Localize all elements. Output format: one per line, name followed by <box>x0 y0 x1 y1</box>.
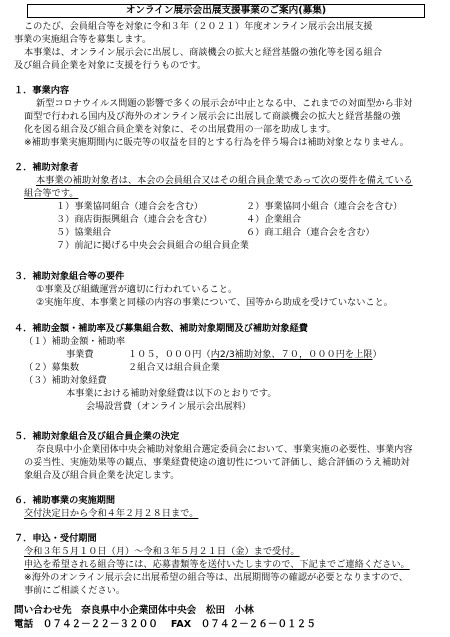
list-item: １）事業協同組合（連合会を含む） <box>56 201 203 213</box>
body-line: 面型で行われる国内及び海外のオンライン展示会に出展して商談機会の拡大と経営基盤の強 <box>24 111 401 123</box>
underlined-text: 交付決定日から令和４年２月２８日まで。 <box>24 508 199 520</box>
list-item: ②実施年度、本事業と同様の内容の事業について、国等から助成を受けていないこと。 <box>36 297 393 309</box>
recruit-label: （２）募集数 <box>24 362 80 374</box>
body-line: 化を図る組合及び組合員企業を対象に、その出展費用の一部を助成します。 <box>24 124 336 136</box>
note-line: ※海外のオンライン展示会に出展希望の組合等は、出展期間等の確認が必要となりますので、 <box>24 572 408 584</box>
section-5 <box>14 430 438 482</box>
intro-line: このたび、会員組合等を対象に令和３年（２０２１）年度オンライン展示会出展支援 <box>24 21 373 32</box>
section-heading: ２．補助対象者 <box>14 162 79 173</box>
list-item: ５）協業組合 <box>56 227 112 239</box>
underlined-text: 申込を希望される組合等には、応募書類等を送付いたしますので、下記までご連絡ください。 <box>24 559 410 571</box>
recruit-value: ２組合又は組合員企業 <box>128 362 220 374</box>
body-line <box>14 545 438 558</box>
eligibility-list <box>14 200 438 239</box>
body-line <box>14 507 438 520</box>
body-line <box>14 174 438 187</box>
intro-section <box>14 20 438 72</box>
sub-heading: （１）補助金額・補助率 <box>24 336 126 348</box>
section-heading: １．事業内容 <box>14 85 70 96</box>
list-item: ４）企業組合 <box>246 214 302 226</box>
section-heading: ４．補助金額・補助率及び募集組合数、補助対象期間及び補助対象経費 <box>14 323 308 334</box>
list-item: ２）事業協同小組合（連合会を含む） <box>246 201 403 213</box>
intro-line: 事業の実施組合等を募集します。 <box>14 34 152 46</box>
note-line: ※補助事業実施期間内に販売等の収益を目的とする行為を伴う場合は補助対象となりません。 <box>24 137 409 149</box>
body-line: の妥当性、実施効果等の観点、事業経費使途の適切性について評価し、総合評価のうえ補助対 <box>24 457 410 469</box>
cost-row <box>14 348 438 361</box>
cost-label: 事業費 <box>66 349 94 361</box>
cost-detail: 内2/3補助対象、７０，０００円を上限 <box>210 349 373 361</box>
section-4 <box>14 322 438 413</box>
document-title: オンライン展示会出展支援事業のご案内(募集) <box>27 4 425 18</box>
contact-line: 問い合わせ先 奈良県中小企業団体中央会 松田 小林 <box>14 605 254 616</box>
section-6 <box>14 494 438 520</box>
intro-line: 本事業は、オンライン展示会に出展し、商談機会の拡大と経営基盤の強化等を図る組合 <box>24 47 383 59</box>
body-line: 新型コロナウイルス問題の影響で多くの展示会が中止となる中、これまでの対面型から非対 <box>36 98 413 110</box>
body-line: 本事業における補助対象経費は以下のとおりです。 <box>66 388 277 400</box>
sub-heading: （３）補助対象経費 <box>24 375 107 387</box>
contact-line: 電話 ０７４２－２２－３２００ FAX ０７４２－２６－０１２５ <box>14 618 316 630</box>
section-2 <box>14 161 438 252</box>
note-line: 事前にご相談ください。 <box>24 585 126 597</box>
body-line <box>14 187 438 200</box>
recruit-row <box>14 361 438 374</box>
section-1 <box>14 84 438 149</box>
list-item: ６）商工組合（連合会を含む） <box>246 227 375 239</box>
section-7 <box>14 532 438 597</box>
list-item: ７）前記に掲げる中央会会員組合の組合員企業 <box>56 240 249 252</box>
body-line: 会場設営費（オンライン展示会出展料） <box>86 401 252 413</box>
body-line <box>14 558 438 571</box>
cost-amount: １０５，０００円（ <box>128 349 211 361</box>
list-item: ①事業及び組織運営が適切に行われていること。 <box>36 284 238 296</box>
cost-paren: ） <box>372 349 382 361</box>
intro-line: 及び組合員企業を対象に支援を行うものです。 <box>14 60 207 72</box>
section-heading: ５．補助対象組合及び組合員企業の決定 <box>14 431 180 442</box>
section-3 <box>14 270 438 309</box>
body-line: 奈良県中小企業団体中央会補助対象組合選定委員会において、事業実施の必要性、事業内容 <box>36 444 413 456</box>
list-item: ３）商店街振興組合（連合会を含む） <box>56 214 213 226</box>
section-heading: ３．補助対象組合等の要件 <box>14 271 125 282</box>
cost-value <box>128 348 382 361</box>
section-heading: ７．申込・受付期間 <box>14 533 97 544</box>
body-line: 象組合及び組合員企業を決定します。 <box>24 470 180 482</box>
underlined-text: 本事業の補助対象者は、本会の会員組合又はその組合員企業であって次の要件を備えている <box>36 175 413 187</box>
underlined-text: 令和３年５月１０日（月）～令和３年５月２１日（金）まで受付。 <box>24 546 300 558</box>
underlined-text: 組合等です。 <box>24 188 79 200</box>
contact-info <box>14 604 438 631</box>
section-heading: ６．補助事業の実施期間 <box>14 495 116 506</box>
